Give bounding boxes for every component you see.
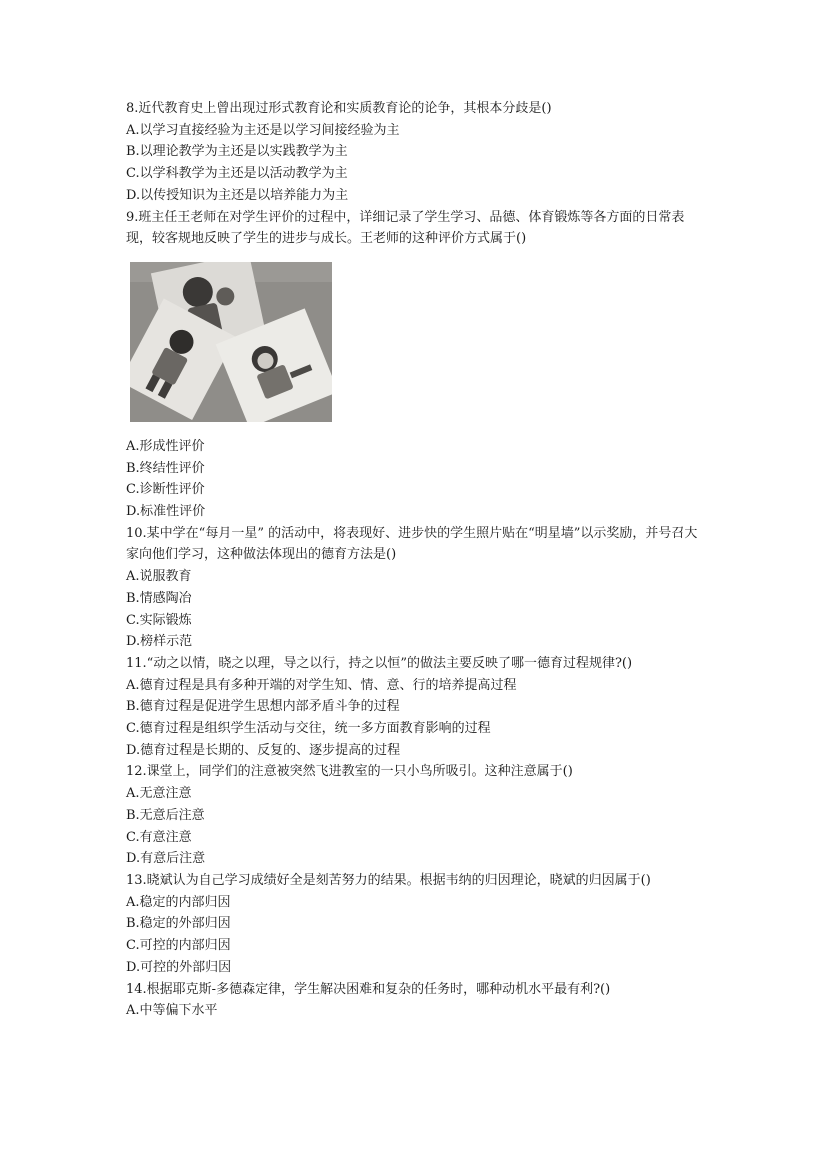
- question-stem: 11.“动之以情，晓之以理，导之以行，持之以恒”的做法主要反映了哪一德育过程规律?(): [126, 655, 633, 671]
- option-b: B.终结性评价: [126, 460, 205, 476]
- question-13: [126, 870, 706, 979]
- question-9: [126, 207, 706, 523]
- student-photos-image: [130, 262, 332, 422]
- question-stem: 13.晓斌认为自己学习成绩好全是刻苦努力的结果。根据韦纳的归因理论，晓斌的归因属于(): [126, 872, 651, 888]
- option-a: A.形成性评价: [126, 438, 205, 454]
- option-c: C.实际锻炼: [126, 612, 192, 628]
- option-c: C.有意注意: [126, 829, 192, 845]
- option-d: D.德育过程是长期的、反复的、逐步提高的过程: [126, 742, 401, 758]
- question-stem: 8.近代教育史上曾出现过形式教育论和实质教育论的论争，其根本分歧是(): [126, 101, 552, 116]
- option-b: B.情感陶冶: [126, 590, 192, 606]
- question-12: [126, 761, 706, 870]
- option-b: B.德育过程是促进学生思想内部矛盾斗争的过程: [126, 699, 400, 715]
- photo-collage-icon: [130, 262, 332, 422]
- option-c: C.可控的内部归因: [126, 938, 231, 954]
- option-d: D.标准性评价: [126, 504, 206, 520]
- option-d: D.有意后注意: [126, 851, 206, 867]
- option-d: D.榜样示范: [126, 634, 193, 650]
- option-b: B.稳定的外部归因: [126, 916, 231, 932]
- option-d: D.以传授知识为主还是以培养能力为主: [126, 187, 349, 203]
- question-11: [126, 653, 706, 762]
- option-c: C.诊断性评价: [126, 482, 205, 498]
- option-d: D.可控的外部归因: [126, 959, 232, 975]
- option-c: C.德育过程是组织学生活动与交往，统一多方面教育影响的过程: [126, 721, 491, 737]
- question-stem: 9.班主任王老师在对学生评价的过程中，详细记录了学生学习、品德、体育锻炼等各方面的日常表现，较客规地反映了学生的进步与成长。王老师的这种评价方式属于(): [126, 209, 685, 247]
- question-stem: 12.课堂上，同学们的注意被突然飞进教室的一只小鸟所吸引。这种注意属于(): [126, 764, 573, 780]
- question-14: [126, 979, 706, 1022]
- option-b: B.无意后注意: [126, 807, 205, 823]
- exam-page: [126, 98, 706, 1022]
- option-a: A.无意注意: [126, 786, 192, 802]
- option-a: A.说服教育: [126, 569, 192, 585]
- option-a: A.以学习直接经验为主还是以学习间接经验为主: [126, 122, 400, 138]
- option-c: C.以学科教学为主还是以活动教学为主: [126, 166, 348, 182]
- question-8: [126, 98, 706, 207]
- option-a: A.德育过程是具有多种开端的对学生知、情、意、行的培养提高过程: [126, 677, 517, 693]
- question-10: [126, 523, 706, 653]
- option-a: A.稳定的内部归因: [126, 894, 231, 910]
- question-stem: 10.某中学在“每月一星” 的活动中，将表现好、进步快的学生照片贴在“明星墙”以示奖励，并号召大家向他们学习，这种做法体现出的德育方法是(): [126, 525, 698, 563]
- question-stem: 14.根据耶克斯-多德森定律，学生解决困难和复杂的任务时，哪种动机水平最有利?(): [126, 981, 611, 997]
- option-a: A.中等偏下水平: [126, 1003, 218, 1019]
- option-b: B.以理论教学为主还是以实践教学为主: [126, 144, 348, 160]
